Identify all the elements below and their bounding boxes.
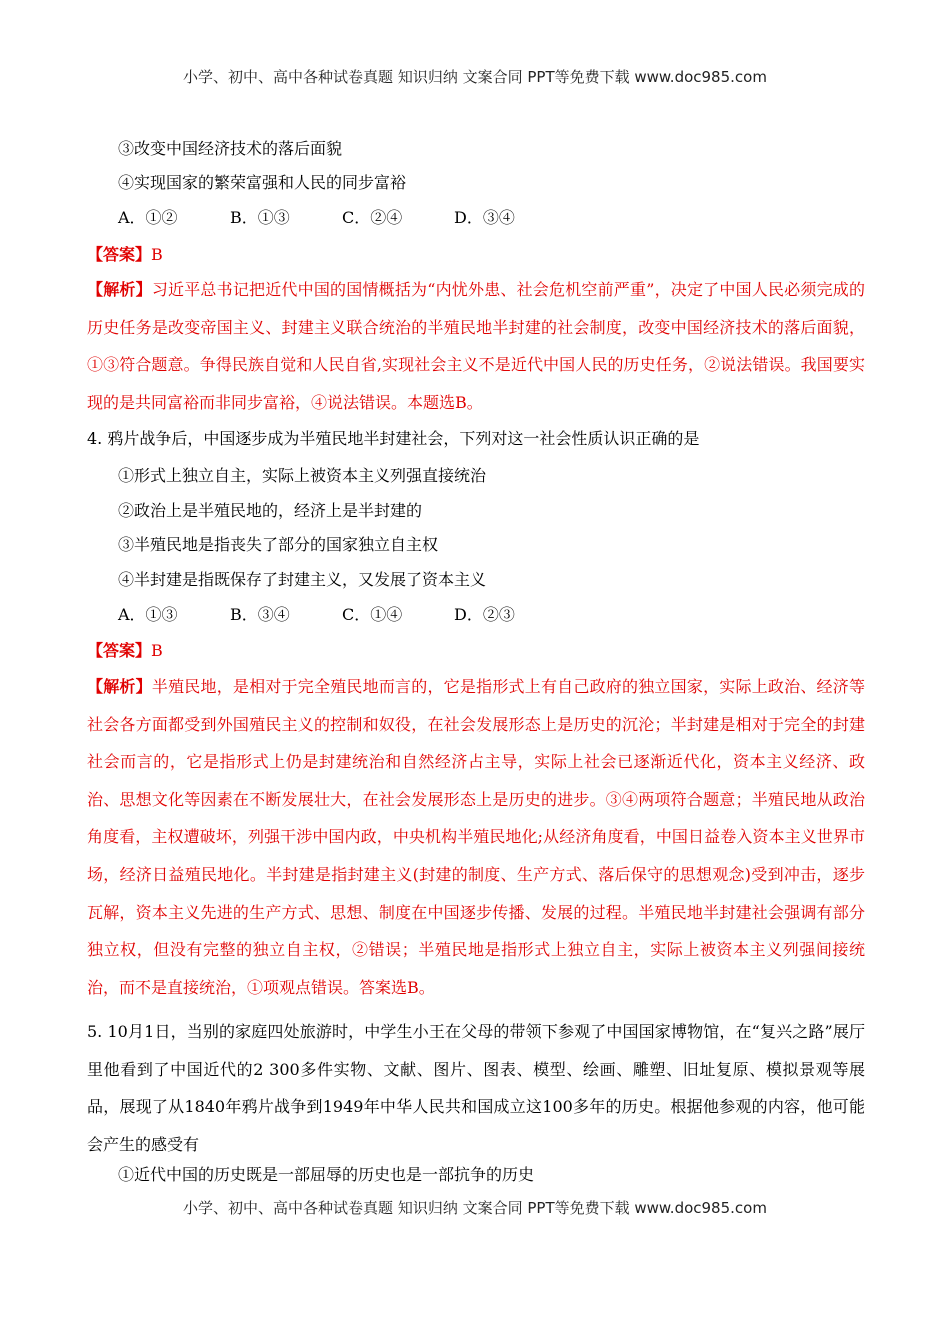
q4-answer (87, 641, 163, 661)
q3-answer (87, 245, 163, 265)
q3-choice-a: A．①② (118, 208, 178, 227)
q4-option-item-3: ③半殖民地是指丧失了部分的国家独立自主权 (118, 535, 439, 554)
q3-option-item-3: ③改变中国经济技术的落后面貌 (118, 139, 343, 158)
answer-tag: 【答案】 (87, 641, 152, 660)
q4-choice-d: D．②③ (454, 605, 515, 624)
q5-option-item-1: ①近代中国的历史既是一部屈辱的历史也是一部抗争的历史 (118, 1165, 535, 1184)
q4-stem: 4. 鸦片战争后，中国逐步成为半殖民地半封建社会，下列对这一社会性质认识正确的是 (87, 429, 700, 448)
q3-option-item-4: ④实现国家的繁荣富强和人民的同步富裕 (118, 173, 407, 192)
q5-stem: 5. 10月1日，当别的家庭四处旅游时，中学生小王在父母的带领下参观了中国国家博物馆，在“复兴之路”展厅里他看到了中国近代的2 300多件实物、文献、图片、图表、模型、绘画、雕塑、旧址复原、模拟景观等展品，展现了从1840年鸦片战争到1949年中华人民共和国成立这100多年的历史。根据他参观的内容，他可能会产生的感受有 (87, 1022, 865, 1154)
q3-choice-d: D．③④ (454, 208, 515, 227)
q4-option-item-4: ④半封建是指既保存了封建主义，又发展了资本主义 (118, 570, 487, 589)
answer-value: B (151, 641, 163, 660)
q4-choice-c: C．①④ (342, 605, 403, 624)
analysis-text: 半殖民地，是相对于完全殖民地而言的，它是指形式上有自己政府的独立国家，实际上政治、经济等社会各方面都受到外国殖民主义的控制和奴役，在社会发展形态上是历史的沉沦；半封建是相对于完全的封建社会而言的，它是指形式上仍是封建统治和自然经济占主导，实际上社会已逐渐近代化，资本主义经济、政治、思想文化等因素在不断发展壮大，在社会发展形态上是历史的进步。③④两项符合题意；半殖民地从政治角度看，主权遭破坏，列强干涉中国内政，中央机构半殖民地化;从经济角度看，中国日益卷入资本主义世界市场，经济日益殖民地化。半封建是指封建主义(封建的制度、生产方式、落后保守的思想观念)受到冲击，逐步瓦解，资本主义先进的生产方式、思想、制度在中国逐步传播、发展的过程。半殖民地半封建社会强调有部分独立权，但没有完整的独立自主权，②错误；半殖民地是指形式上独立自主，实际上被资本主义列强间接统治，而不是直接统治，①项观点错误。答案选B。 (87, 677, 865, 997)
q4-option-item-2: ②政治上是半殖民地的，经济上是半封建的 (118, 501, 423, 520)
q4-choice-a: A．①③ (118, 605, 178, 624)
answer-value: B (151, 245, 163, 264)
q3-choices (118, 208, 566, 228)
page-header: 小学、初中、高中各种试卷真题 知识归纳 文案合同 PPT等免费下载 www.doc985.com (183, 68, 767, 86)
q4-choices (118, 605, 566, 625)
analysis-tag: 【解析】 (87, 280, 152, 299)
q3-analysis (87, 271, 865, 421)
q4-option-item-1: ①形式上独立自主，实际上被资本主义列强直接统治 (118, 466, 487, 485)
q4-analysis (87, 668, 865, 1006)
q3-choice-b: B．①③ (230, 208, 290, 227)
q3-choice-c: C．②④ (342, 208, 403, 227)
answer-tag: 【答案】 (87, 245, 152, 264)
analysis-tag: 【解析】 (87, 677, 152, 696)
page-footer: 小学、初中、高中各种试卷真题 知识归纳 文案合同 PPT等免费下载 www.doc985.com (183, 1199, 767, 1217)
q4-choice-b: B．③④ (230, 605, 290, 624)
analysis-text: 习近平总书记把近代中国的国情概括为“内忧外患、社会危机空前严重”，决定了中国人民必须完成的历史任务是改变帝国主义、封建主义联合统治的半殖民地半封建的社会制度，改变中国经济技术的落后面貌，①③符合题意。争得民族自觉和人民自省,实现社会主义不是近代中国人民的历史任务，②说法错误。我国要实现的是共同富裕而非同步富裕，④说法错误。本题选B。 (87, 280, 865, 412)
